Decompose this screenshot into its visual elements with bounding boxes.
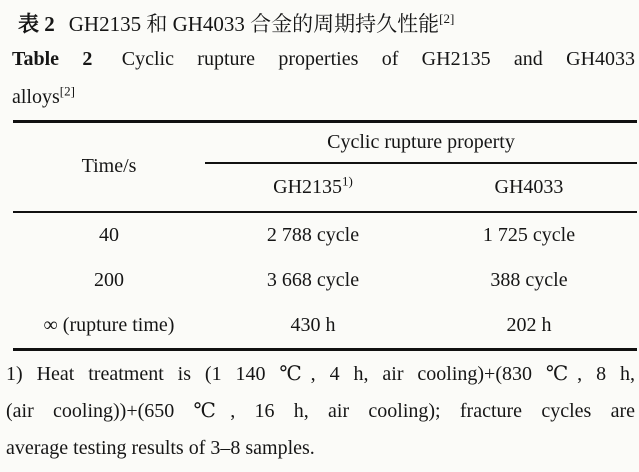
footnote-line: 1) Heat treatment is (1 140 ℃, 4 h, air cooling)+(830 ℃, 8 h, [6,363,635,385]
caption-en-line1 [12,40,635,78]
col-header-gh2135 [205,163,421,212]
caption-text-zh: GH2135 和 GH4033 合金的周期持久性能 [68,12,440,36]
caption-en-line2 [12,78,635,116]
cell-gh2135-0: 2 788 cycle [266,223,360,246]
cell-time-1: 200 [94,269,124,291]
citation-ref-zh: [2] [439,11,455,26]
cell-gh4033-2: 202 h [506,314,552,337]
cell-gh4033-1: 388 cycle [490,269,568,291]
table-header-row-1 [13,122,637,163]
cell-time-0: 40 [99,223,119,246]
col-header-gh2135-label: GH2135 [273,175,343,198]
cell-gh2135-2: 430 h [290,314,336,337]
footnote-line: average testing results of 3–8 samples. [6,437,315,459]
table-caption-en [12,40,635,116]
col-header-time: Time/s [13,122,205,212]
cell-gh4033-0: 1 725 cycle [482,223,576,246]
cyclic-rupture-table [13,120,637,351]
caption-text-en: Cyclic rupture properties of GH2135 and GH4033 [121,48,636,70]
cell-gh2135-1: 3 668 cycle [266,269,360,291]
footnote-marker: 1) [342,172,353,188]
caption-label-en: Table 2 [12,48,93,70]
table-row [13,304,637,350]
cell-time-2: ∞ (rupture time) [43,314,175,337]
table-row [13,212,637,258]
footnote-line: (air cooling))+(650 ℃, 16 h, air cooling); fracture cycles are [6,400,635,422]
citation-ref-en: [2] [59,83,75,99]
caption-label-zh: 表 2 [18,12,55,36]
table-caption-zh [18,8,631,40]
group-header-cyclic-rupture: Cyclic rupture property [205,122,637,163]
table-footnote [6,356,635,467]
table-row [13,258,637,304]
col-header-gh4033: GH4033 [421,163,637,212]
caption-text-en-wrap: alloys [12,86,60,108]
